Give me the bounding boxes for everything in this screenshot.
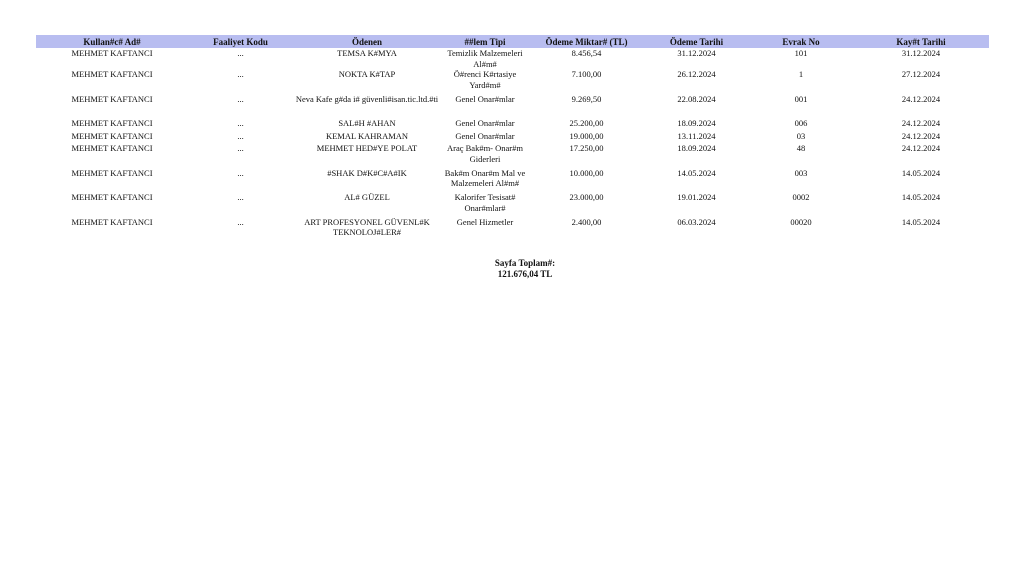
cell-payment-date: 14.05.2024 xyxy=(677,167,716,178)
cell-record-date: 24.12.2024 xyxy=(901,93,941,104)
header-payment-amount: Ödeme Miktar# (TL) xyxy=(529,35,644,48)
cell-transaction-type: Genel Hizmetler xyxy=(456,216,514,227)
cell-activity-code: ... xyxy=(237,118,244,128)
header-transaction-type: ##lem Tipi xyxy=(441,35,529,48)
cell-document-no: 1 xyxy=(798,69,804,79)
cell-transaction-type: Genel Onar#mlar xyxy=(455,130,515,141)
cell-payment-amount: 23.000,00 xyxy=(569,192,604,202)
header-activity-code: Faaliyet Kodu xyxy=(188,35,293,48)
cell-transaction-type: Araç Bak#m- Onar#m Giderleri xyxy=(446,143,523,164)
cell-payment-amount: 10.000,00 xyxy=(569,167,604,178)
cell-transaction-type: Genel Onar#mlar xyxy=(455,93,515,104)
cell-record-date: 14.05.2024 xyxy=(901,192,941,202)
cell-payee: Neva Kafe g#da i# güvenli#isan.tic.ltd.#ti xyxy=(295,93,439,104)
cell-record-date: 14.05.2024 xyxy=(901,167,941,178)
cell-payment-amount: 19.000,00 xyxy=(569,130,604,141)
cell-document-no: 006 xyxy=(794,118,808,128)
cell-payment-date: 31.12.2024 xyxy=(677,48,716,58)
cell-payment-date: 26.12.2024 xyxy=(677,69,716,79)
table-row xyxy=(36,94,989,119)
cell-activity-code: ... xyxy=(237,192,244,202)
cell-transaction-type: Ö#renci K#rtasiye Yard#m# xyxy=(453,69,517,90)
cell-payment-date: 13.11.2024 xyxy=(677,130,716,141)
cell-payee: TEMSA K#MYA xyxy=(337,48,397,58)
cell-payee: #SHAK D#K#C#A#IK xyxy=(327,167,407,178)
cell-record-date: 24.12.2024 xyxy=(901,130,941,141)
header-payment-date: Ödeme Tarihi xyxy=(644,35,749,48)
table-header-row xyxy=(36,35,989,48)
cell-record-date: 14.05.2024 xyxy=(901,216,941,227)
cell-document-no: 00020 xyxy=(790,216,812,227)
cell-activity-code: ... xyxy=(237,69,244,79)
cell-user-name: MEHMET KAFTANCI xyxy=(71,216,153,227)
cell-payee: AL# GÜZEL xyxy=(344,192,390,202)
page-total-label: Sayfa Toplam#: xyxy=(494,258,556,268)
cell-user-name: MEHMET KAFTANCI xyxy=(71,130,153,141)
cell-payment-amount: 25.200,00 xyxy=(569,118,604,128)
cell-record-date: 24.12.2024 xyxy=(901,143,941,153)
table-row xyxy=(36,143,989,168)
table-row xyxy=(36,131,989,144)
header-document-no: Evrak No xyxy=(749,35,853,48)
cell-document-no: 48 xyxy=(796,143,806,153)
cell-transaction-type: Temizlik Malzemeleri Al#m# xyxy=(447,48,523,69)
cell-user-name: MEHMET KAFTANCI xyxy=(71,143,153,153)
cell-payment-amount: 9.269,50 xyxy=(571,93,602,104)
cell-transaction-type: Kalorifer Tesisat# Onar#mlar# xyxy=(454,192,516,213)
cell-activity-code: ... xyxy=(237,93,244,104)
cell-payee: SAL#H #AHAN xyxy=(338,118,396,128)
cell-payment-date: 18.09.2024 xyxy=(677,118,716,128)
cell-payee: KEMAL KAHRAMAN xyxy=(325,130,409,141)
page-total-value: 121.676,04 TL xyxy=(497,269,553,279)
cell-payment-date: 19.01.2024 xyxy=(677,192,716,202)
cell-user-name: MEHMET KAFTANCI xyxy=(71,192,153,202)
cell-document-no: 001 xyxy=(794,93,808,104)
cell-user-name: MEHMET KAFTANCI xyxy=(71,118,153,128)
cell-transaction-type: Bak#m Onar#m Mal ve Malzemeleri Al#m# xyxy=(444,167,526,188)
cell-user-name: MEHMET KAFTANCI xyxy=(71,93,153,104)
cell-payee: MEHMET HED#YE POLAT xyxy=(316,143,418,153)
cell-record-date: 27.12.2024 xyxy=(901,69,941,79)
cell-record-date: 24.12.2024 xyxy=(901,118,941,128)
page-total xyxy=(470,258,580,280)
payments-table xyxy=(36,35,989,250)
cell-payment-amount: 7.100,00 xyxy=(571,69,602,79)
cell-activity-code: ... xyxy=(237,130,244,141)
table-row xyxy=(36,69,989,94)
cell-payee: NOKTA K#TAP xyxy=(338,69,396,79)
table-row xyxy=(36,217,989,250)
cell-document-no: 003 xyxy=(794,167,808,178)
table-row xyxy=(36,118,989,131)
table-row xyxy=(36,168,989,193)
cell-document-no: 101 xyxy=(794,48,808,58)
header-payee: Ödenen xyxy=(293,35,441,48)
cell-user-name: MEHMET KAFTANCI xyxy=(71,69,153,79)
cell-payment-amount: 8.456,54 xyxy=(571,48,602,58)
cell-activity-code: ... xyxy=(237,143,244,153)
cell-user-name: MEHMET KAFTANCI xyxy=(71,167,153,178)
table-row xyxy=(36,192,989,217)
cell-payee: ART PROFESYONEL GÜVENL#K TEKNOLOJ#LER# xyxy=(304,216,430,237)
cell-payment-amount: 17.250,00 xyxy=(569,143,604,153)
cell-payment-date: 18.09.2024 xyxy=(677,143,716,153)
cell-payment-date: 22.08.2024 xyxy=(677,93,716,104)
cell-activity-code: ... xyxy=(237,48,244,58)
cell-activity-code: ... xyxy=(237,216,244,227)
cell-payment-amount: 2.400,00 xyxy=(571,216,602,227)
table-row xyxy=(36,48,989,69)
cell-activity-code: ... xyxy=(237,167,244,178)
report-table-container xyxy=(36,35,989,250)
cell-document-no: 03 xyxy=(796,130,806,141)
header-user-name: Kullan#c# Ad# xyxy=(36,35,188,48)
cell-transaction-type: Genel Onar#mlar xyxy=(455,118,515,128)
cell-payment-date: 06.03.2024 xyxy=(677,216,716,227)
cell-user-name: MEHMET KAFTANCI xyxy=(71,48,153,58)
cell-record-date: 31.12.2024 xyxy=(901,48,941,58)
cell-document-no: 0002 xyxy=(792,192,810,202)
header-record-date: Kay#t Tarihi xyxy=(853,35,989,48)
